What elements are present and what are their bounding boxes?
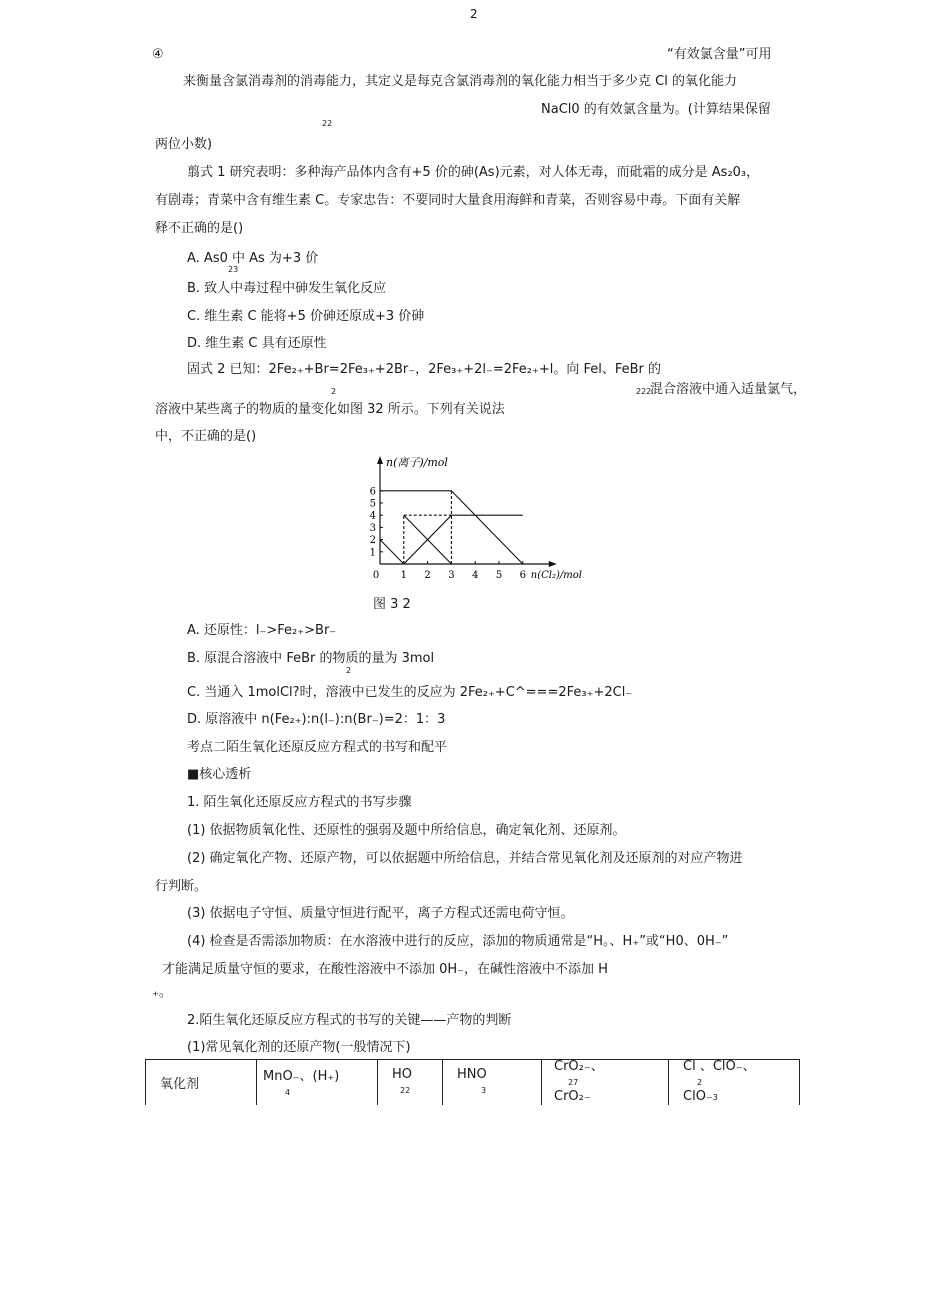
step-2a: (2) 确定氧化产物、还原产物，可以依据题中所给信息，并结合常见氧化剂及还原剂的对应产物进	[187, 851, 743, 866]
quoted-term: “有效氯含量”可用	[667, 47, 772, 62]
y-tick-label: 2	[369, 535, 376, 547]
q2-line-3: 中，不正确的是()	[155, 429, 257, 444]
x-tick-label: 5	[495, 570, 503, 581]
q1-line-2: 有剧毒；青菜中含有维生素 C。专家忠告：不要同时大量食用海鲜和青菜，否则容易中毒。下面有关解	[155, 193, 741, 208]
step-4c: ₊。	[152, 985, 172, 1000]
table-cell-oxidant-header: 氧化剂	[146, 1060, 257, 1105]
table-cell-cr2o7: CrO₂₋、 27 CrO₂₋	[542, 1060, 669, 1105]
x-tick-label: 3	[448, 570, 455, 581]
y-tick-label: 3	[369, 522, 376, 534]
x-tick-label: 6	[519, 570, 526, 581]
y-tick-label: 5	[369, 498, 376, 510]
table-cell-h2o2: HO 22	[378, 1060, 443, 1105]
x-axis-arrow	[549, 561, 557, 567]
q2-option-a: A. 还原性：l₋>Fe₂₊>Br₋	[187, 623, 337, 638]
q1-line-3: 释不正确的是()	[155, 221, 244, 236]
q2-line-1: 固式 2 已知：2Fe₂₊+Br=2Fe₃₊+2Br₋，2Fe₃₊+2l₋=2Fe₂₊+l。向 Fel、FeBr 的	[187, 362, 662, 377]
intro-subscript: 22	[322, 119, 333, 128]
circle-number: ④	[152, 47, 164, 62]
ion-amount-chart	[358, 452, 618, 592]
step-heading-2: 2.陌生氧化还原反应方程式的书写的关键——产物的判断	[187, 1013, 512, 1028]
q2-subscript: 2	[331, 387, 337, 396]
y-axis-arrow	[377, 456, 383, 464]
series-line	[404, 515, 523, 564]
q1-option-c: C. 维生素 C 能将+5 价砷还原成+3 价砷	[187, 309, 425, 324]
q2-line-1-right: 混合溶液中通入适量氯气，	[650, 382, 807, 397]
q1-option-a: A. As0 中 As 为+3 价	[187, 251, 319, 266]
q2-option-d: D. 原溶液中 n(Fe₂₊):n(l₋):n(Br₋)=2：1：3	[187, 712, 446, 727]
figure-caption: 图 3 2	[373, 597, 411, 612]
x-tick-label: 4	[472, 570, 479, 581]
origin-label: 0	[372, 570, 380, 581]
q2-option-c: C. 当通入 1molCl?时，溶液中已发生的反应为 2Fe₂₊+C^===2Fe₃₊+2Cl₋	[187, 685, 633, 700]
q2-line-1-right-subscript: 222	[636, 387, 652, 396]
step-2b: 行判断。	[155, 879, 208, 894]
step-heading-1: 1. 陌生氧化还原反应方程式的书写步骤	[187, 795, 412, 810]
step-4a: (4) 检查是否需添加物质：在水溶液中进行的反应，添加的物质通常是“H。、H₊”或“H0、0H₋”	[187, 934, 729, 949]
q2-option-b-subscript: 2	[346, 666, 352, 675]
oxidant-table	[145, 1059, 800, 1105]
q1-option-b: B. 致人中毒过程中砷发生氧化反应	[187, 281, 387, 296]
y-tick-label: 4	[369, 510, 376, 522]
table-cell-cl2: Cl 、ClO₋、 2 ClO₋3	[669, 1060, 800, 1105]
step-1: (1) 依据物质氧化性、还原性的强弱及题中所给信息，确定氧化剂、还原剂。	[187, 823, 626, 838]
y-tick-label: 1	[369, 547, 376, 559]
step-heading-2-1: (1)常见氧化剂的还原产物(一般情况下)	[187, 1040, 411, 1055]
section-title: 考点二陌生氧化还原反应方程式的书写和配平	[187, 740, 448, 755]
q1-option-a-subscript: 23	[228, 265, 239, 274]
step-4b: 才能满足质量守恒的要求，在酸性溶液中不添加 0H₋，在碱性溶液中不添加 H	[162, 962, 608, 977]
series-line	[380, 540, 404, 564]
core-heading: ■核心透析	[187, 767, 252, 782]
x-tick-label: 2	[424, 570, 431, 581]
q2-option-b: B. 原混合溶液中 FeBr 的物质的量为 3mol	[187, 651, 435, 666]
table-row	[146, 1060, 800, 1105]
q1-option-d: D. 维生素 C 具有还原性	[187, 336, 327, 351]
intro-line-2: 来衡量含氯消毒剂的消毒能力，其定义是每克含氯消毒剂的氧化能力相当于多少克 Cl 的氧化能力	[183, 74, 737, 89]
step-3: (3) 依据电子守恒、质量守恒进行配平，离子方程式还需电荷守恒。	[187, 906, 574, 921]
table-cell-hno3: HNO 3	[443, 1060, 542, 1105]
page-number: 2	[470, 7, 478, 21]
x-tick-label: 1	[400, 570, 407, 581]
x-axis-label: n(Cl₂)/mol	[530, 570, 582, 581]
y-tick-label: 6	[369, 486, 376, 498]
table-cell-mno4: MnO₋、(H₊) 4	[257, 1060, 378, 1105]
intro-line-3: NaCl0 的有效氯含量为。(计算结果保留	[541, 102, 771, 117]
intro-line-4: 两位小数)	[155, 137, 213, 152]
y-axis-label: n(离子)/mol	[386, 456, 448, 469]
q1-line-1: 翦式 1 研究表明：多种海产品体内含有+5 价的砷(As)元素，对人体无毒，而砒霜的成分是 As₂0₃，	[187, 165, 760, 180]
q2-line-2: 溶液中某些离子的物质的量变化如图 32 所示。下列有关说法	[155, 402, 505, 417]
